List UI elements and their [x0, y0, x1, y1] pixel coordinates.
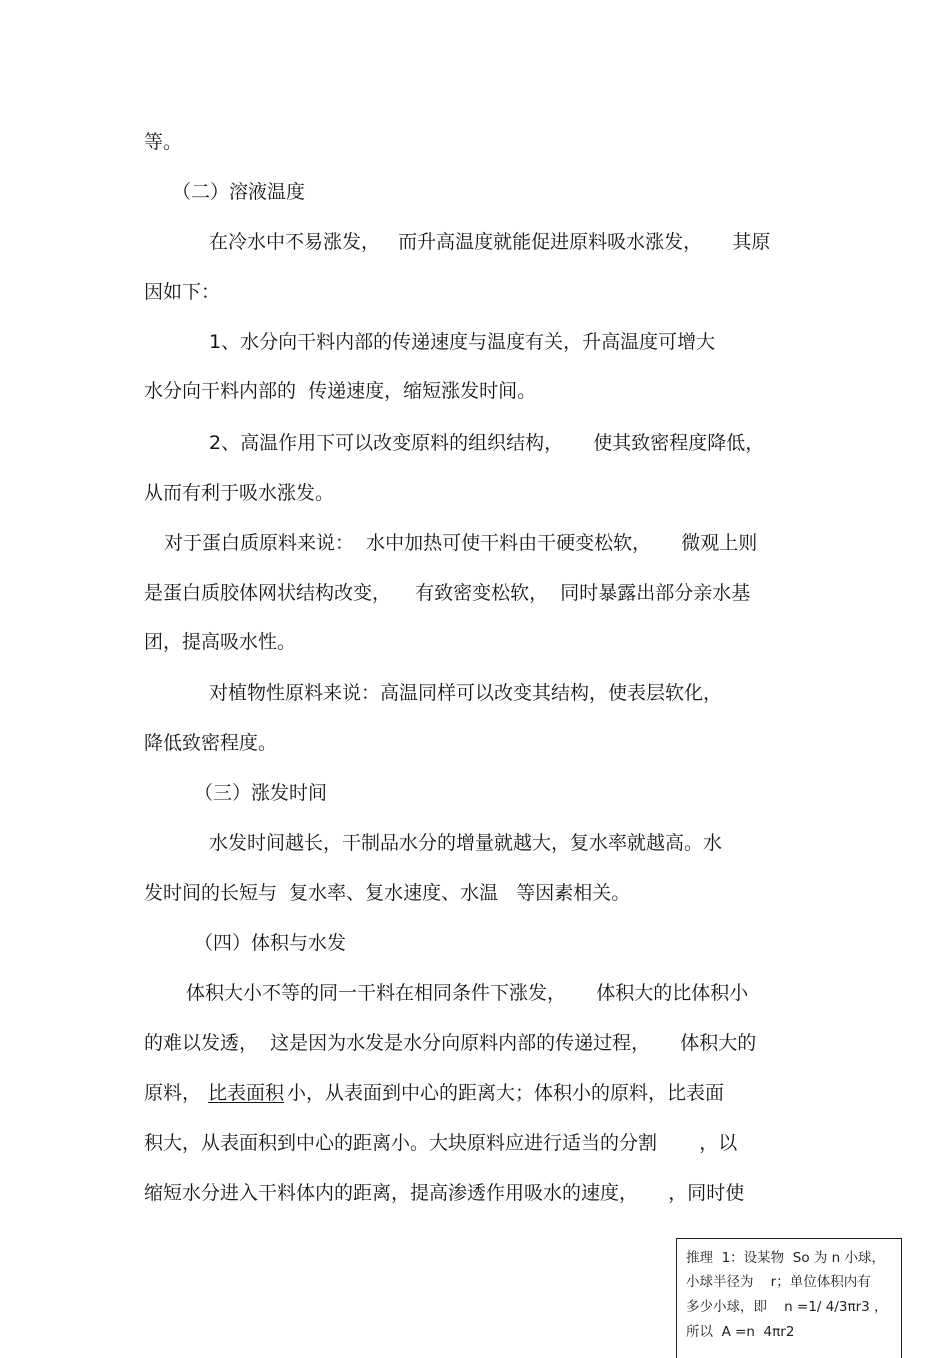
section-heading: （二）溶液温度 — [172, 181, 306, 203]
paragraph-line: 对植物性原料来说：高温同样可以改变其结构，使表层软化， — [209, 682, 723, 704]
paragraph-line: 因如下： — [144, 281, 221, 303]
paragraph-line: 水分向干料内部的 传递速度，缩短涨发时间。 — [144, 380, 537, 402]
paragraph-line: 降低致密程度。 — [144, 732, 278, 754]
paragraph-line: 的难以发透， 这是因为水发是水分向原料内部的传递过程， 体积大的 — [144, 1032, 757, 1054]
paragraph-line: 是蛋白质胶体网状结构改变， 有致密变松软， 同时暴露出部分亲水基 — [144, 582, 751, 604]
note-line: 多少小球，即 n =1/ 4/3πr3 ， — [686, 1299, 888, 1315]
paragraph-line: 体积大小不等的同一干料在相同条件下涨发， 体积大的比体积小 — [186, 982, 749, 1004]
paragraph-line: 从而有利于吸水涨发。 — [144, 482, 335, 504]
text-run: 小，从表面到中心的距离大；体积小的原料，比表面 — [287, 1082, 725, 1104]
paragraph-line: 在冷水中不易涨发， 而升高温度就能促进原料吸水涨发， 其原 — [209, 231, 771, 253]
paragraph-line: 缩短水分进入干料体内的距离，提高渗透作用吸水的速度， ，同时使 — [144, 1182, 745, 1204]
paragraph-line — [144, 1080, 724, 1106]
note-line: 推理 1：设某物 So 为 n 小球， — [686, 1250, 886, 1266]
section-heading: （四）体积与水发 — [194, 932, 347, 954]
paragraph-line: 2、高温作用下可以改变原料的组织结构， 使其致密程度降低， — [209, 432, 765, 454]
text-run: 原料， — [144, 1082, 202, 1104]
paragraph-line: 水发时间越长，干制品水分的增量就越大，复水率就越高。水 — [209, 832, 723, 854]
paragraph-line: 积大，从表面积到中心的距离小。大块原料应进行适当的分割 ，以 — [144, 1132, 738, 1154]
note-line: 所以 A =n 4πr2 — [686, 1324, 795, 1340]
paragraph-line: 1、水分向干料内部的传递速度与温度有关，升高温度可增大 — [209, 331, 716, 353]
paragraph-line: 团，提高吸水性。 — [144, 631, 297, 653]
paragraph-line: 对于蛋白质原料来说： 水中加热可使干料由干硬变松软， 微观上则 — [164, 532, 758, 554]
paragraph-line: 发时间的长短与 复水率、复水速度、水温 等因素相关。 — [144, 882, 631, 904]
paragraph-line: 等。 — [144, 131, 183, 153]
section-heading: （三）涨发时间 — [194, 782, 328, 804]
note-line: 小球半径为 r；单位体积内有 — [686, 1274, 871, 1290]
underlined-term: 比表面积 — [208, 1082, 285, 1104]
